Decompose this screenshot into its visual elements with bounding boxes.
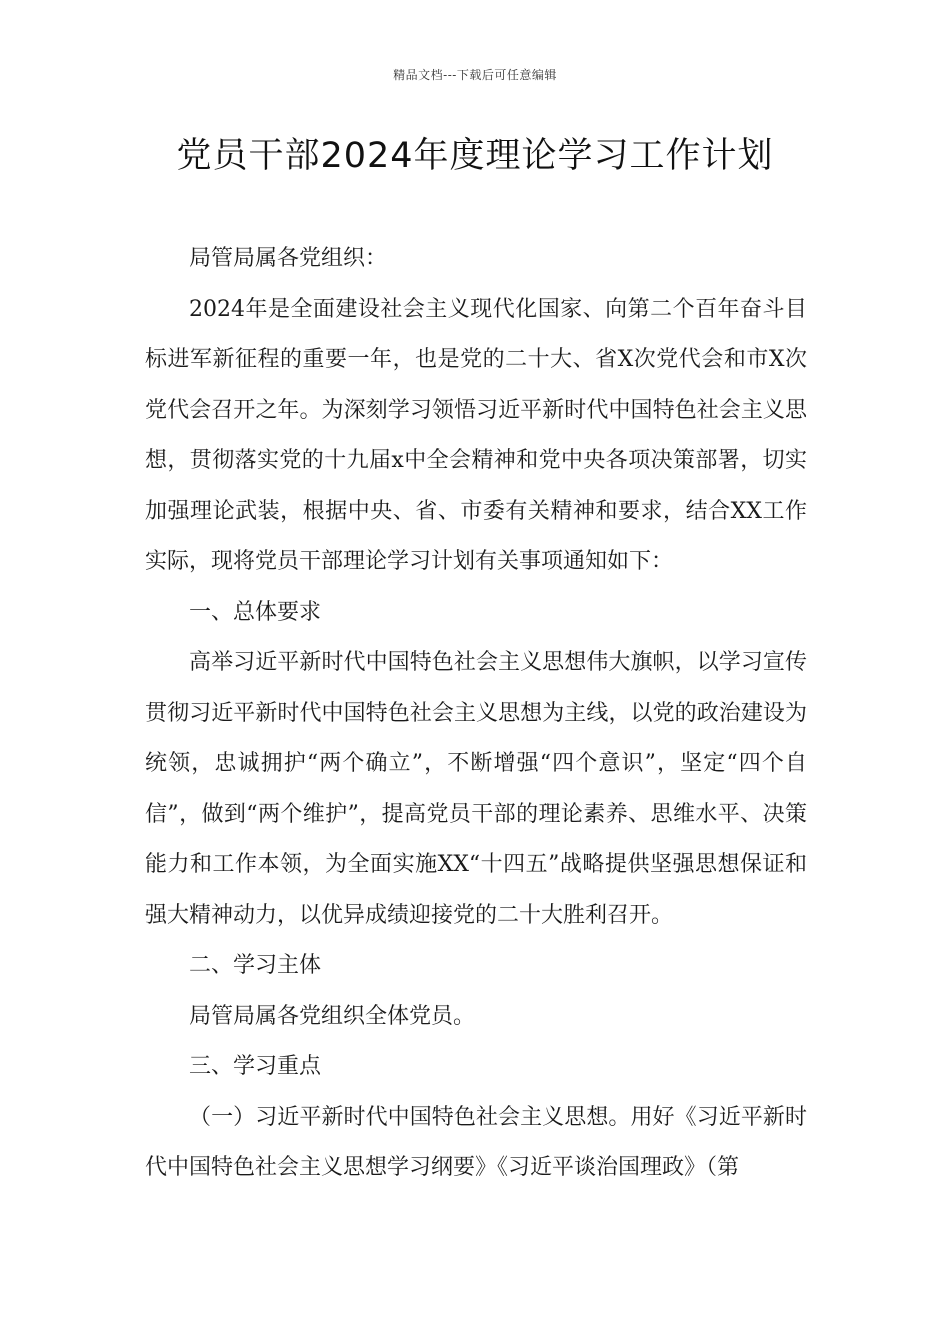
- section-heading-general-requirements: 一、总体要求: [189, 599, 322, 625]
- salutation-paragraph: 局管局属各党组织：: [189, 246, 388, 271]
- section-heading-study-focus: 三、学习重点: [189, 1054, 322, 1079]
- page-header: 精品文档---下载后可任意编辑: [393, 68, 557, 82]
- section-heading-study-subjects: 二、学习主体: [189, 953, 322, 978]
- study-subjects-paragraph: 局管局属各党组织全体党员。: [189, 1003, 476, 1029]
- document-title: 党员干部2024年度理论学习工作计划: [176, 136, 774, 176]
- document-body: [145, 234, 807, 1194]
- general-requirements-paragraph: 高举习近平新时代中国特色社会主义思想伟大旗帜，以学习宣传贯彻习近平新时代中国特色社会主义思想为主线，以党的政治建设为统领，忠诚拥护“两个确立”，不断增强“四个意识”，坚定“四个自信”，做到“两个维护”，提高党员干部的理论素养、思维水平、决策能力和工作本领，为全面实施XX“十四五”战略提供坚强思想保证和强大精神动力，以优异成绩迎接党的二十大胜利召开。: [145, 650, 807, 928]
- study-focus-paragraph: （一）习近平新时代中国特色社会主义思想。用好《习近平新时代中国特色社会主义思想学习纲要》《习近平谈治国理政》（第: [145, 1104, 807, 1180]
- intro-paragraph: 2024年是全面建设社会主义现代化国家、向第二个百年奋斗目标进军新征程的重要一年，也是党的二十大、省X次党代会和市X次党代会召开之年。为深刻学习领悟习近平新时代中国特色社会主义思想，贯彻落实党的十九届x中全会精神和党中央各项决策部署，切实加强理论武装，根据中央、省、市委有关精神和要求，结合XX工作实际，现将党员干部理论学习计划有关事项通知如下：: [145, 296, 807, 574]
